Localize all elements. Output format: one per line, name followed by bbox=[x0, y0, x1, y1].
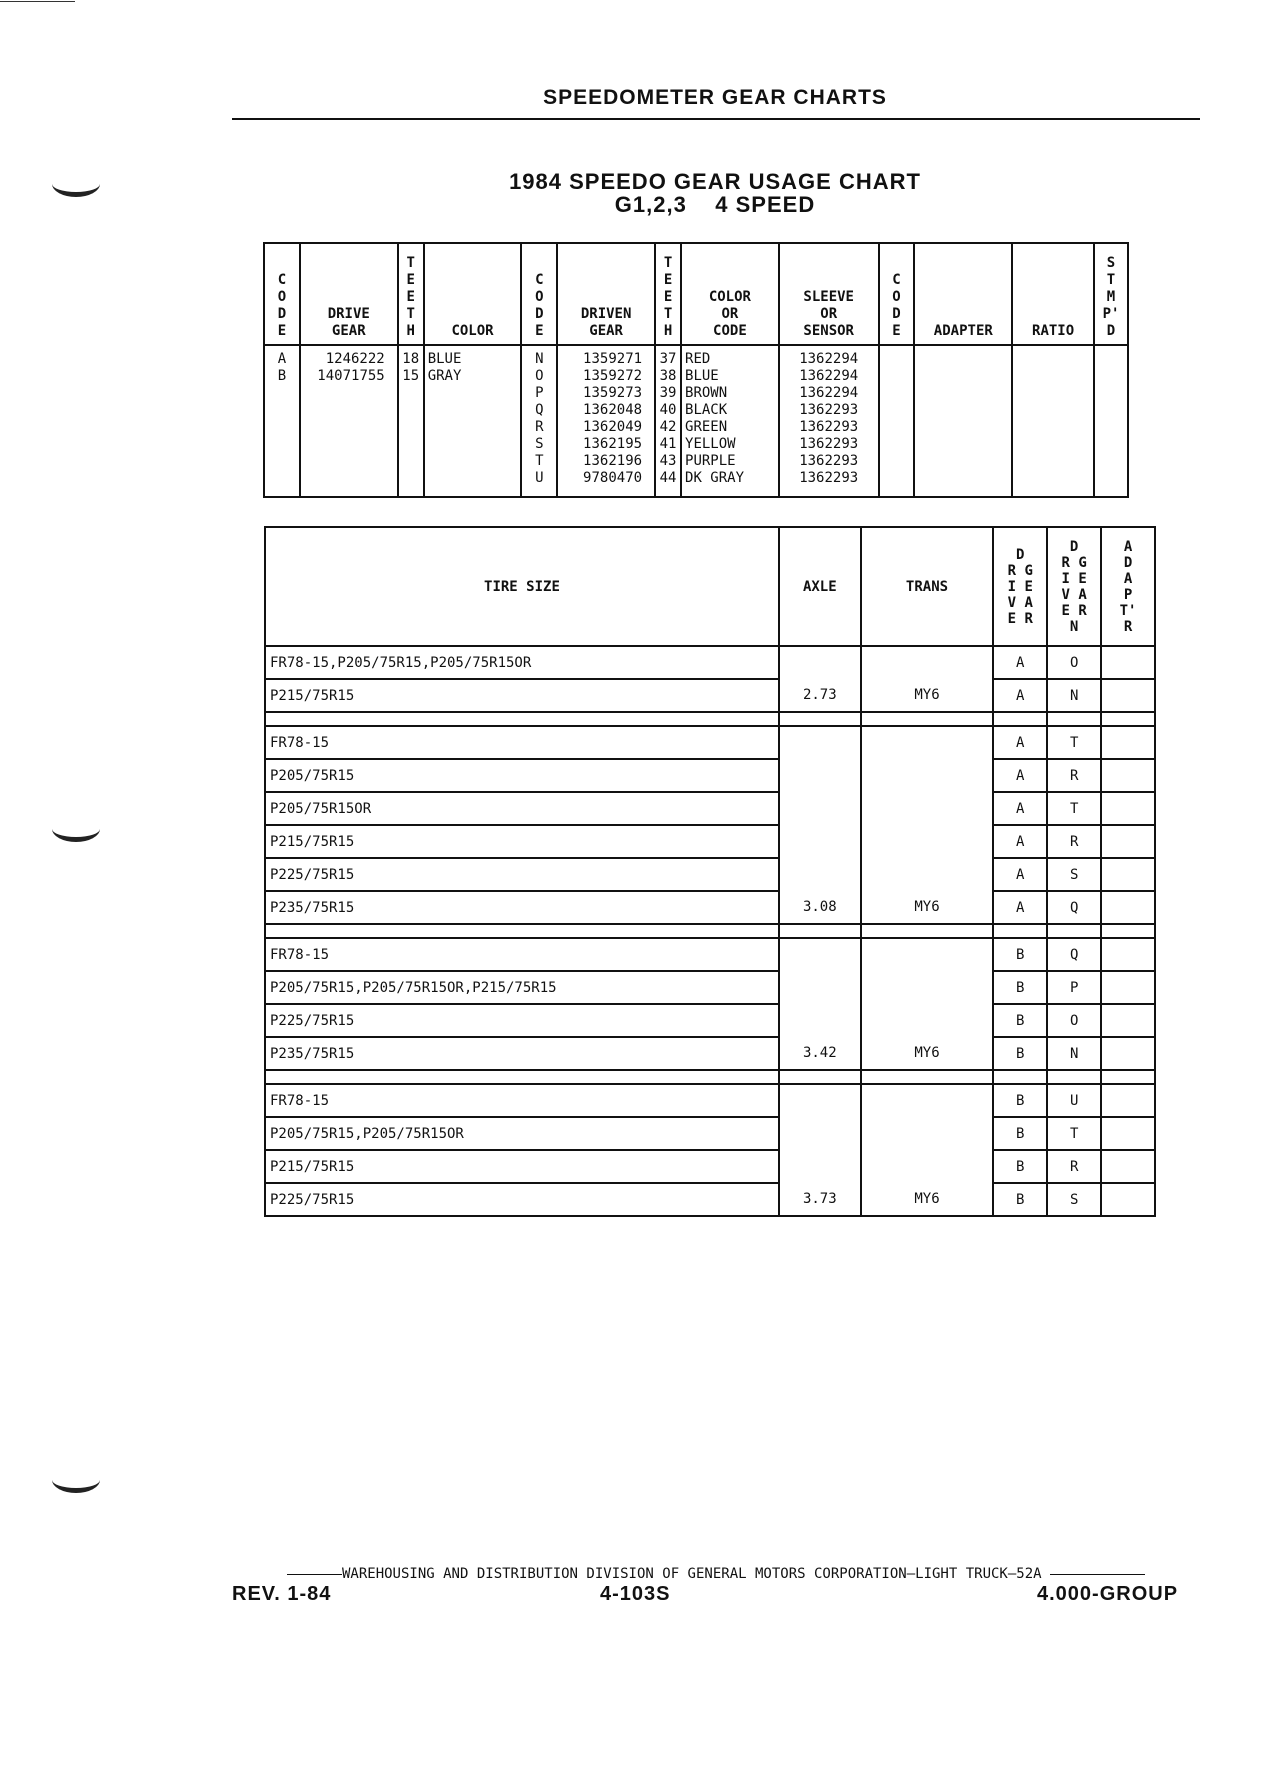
trans-cell bbox=[861, 1084, 994, 1117]
header-tire-size: TIRE SIZE bbox=[265, 527, 779, 646]
tire-size-cell: P215/75R15 bbox=[265, 825, 779, 858]
trans-cell bbox=[861, 1117, 994, 1150]
gear-value: 1362049 bbox=[583, 419, 643, 435]
drive-gear-cell: A bbox=[993, 825, 1047, 858]
gear-value: 9780470 bbox=[583, 470, 643, 486]
header-code-2 bbox=[521, 243, 557, 345]
adapter-cell bbox=[1101, 792, 1155, 825]
gear-value: 1362293 bbox=[799, 470, 859, 486]
footer-division: WAREHOUSING AND DISTRIBUTION DIVISION OF GENERAL MOTORS CORPORATION—LIGHT TRUCK—52A bbox=[341, 1566, 1042, 1582]
driven-gear-cell: N bbox=[1047, 1037, 1101, 1070]
separator-cell bbox=[861, 712, 994, 726]
footer-division-line bbox=[232, 1566, 1200, 1582]
adapter-cell bbox=[1101, 825, 1155, 858]
header-rule bbox=[232, 118, 1200, 120]
gear-value: A bbox=[277, 351, 287, 367]
tire-size-cell: P225/75R15 bbox=[265, 858, 779, 891]
gear-value: PURPLE bbox=[685, 453, 736, 469]
header-axle: AXLE bbox=[779, 527, 861, 646]
separator-cell bbox=[1101, 924, 1155, 938]
header-char: I E bbox=[1061, 570, 1087, 587]
tire-size-cell: P205/75R15,P205/75R15OR bbox=[265, 1117, 779, 1150]
tire-size-cell: P225/75R15 bbox=[265, 1004, 779, 1037]
trans-cell bbox=[861, 1004, 994, 1037]
code-3-cell bbox=[879, 345, 915, 497]
drive-gear-cell: B bbox=[993, 1084, 1047, 1117]
axle-cell bbox=[779, 858, 861, 891]
axle-cell bbox=[779, 726, 861, 759]
drive-gear-cell: B bbox=[993, 1150, 1047, 1183]
header-char: E R bbox=[1007, 610, 1033, 627]
gear-value: 1359271 bbox=[583, 351, 643, 367]
header-char: E bbox=[277, 323, 287, 339]
gear-value: 1362293 bbox=[799, 402, 859, 418]
header-code-3 bbox=[879, 243, 915, 345]
adapter-cell bbox=[1101, 1183, 1155, 1216]
axle-cell: 2.73 bbox=[779, 679, 861, 712]
header-char: R bbox=[1123, 618, 1133, 635]
binder-hole bbox=[52, 1466, 100, 1493]
separator-cell bbox=[779, 712, 861, 726]
page-header-title: SPEEDOMETER GEAR CHARTS bbox=[543, 86, 887, 109]
header-char: I E bbox=[1007, 578, 1033, 595]
header-driven-gear bbox=[557, 243, 655, 345]
header-char: D bbox=[892, 306, 901, 322]
group-separator bbox=[265, 1070, 1155, 1084]
header-char: A bbox=[1123, 570, 1133, 587]
drive-gear-cell: B bbox=[993, 1117, 1047, 1150]
header-char: H bbox=[406, 323, 415, 339]
header-adapter bbox=[914, 243, 1012, 345]
table-row bbox=[265, 825, 1155, 858]
header-char: T bbox=[406, 255, 415, 271]
header-char: D bbox=[1106, 323, 1116, 339]
separator-cell bbox=[265, 1070, 779, 1084]
header-char: V A bbox=[1007, 594, 1033, 611]
gear-value: 38 bbox=[659, 368, 677, 384]
header-char: O bbox=[277, 289, 287, 305]
axle-cell bbox=[779, 792, 861, 825]
header-char: P bbox=[1123, 586, 1133, 603]
gear-value: R bbox=[535, 419, 544, 435]
gear-value: BLUE bbox=[685, 368, 719, 384]
header-drive-gear bbox=[300, 243, 398, 345]
footer-dash bbox=[1050, 1574, 1145, 1575]
trans-cell bbox=[861, 858, 994, 891]
driven-gear-cell: T bbox=[1047, 726, 1101, 759]
table-row bbox=[265, 759, 1155, 792]
separator-cell bbox=[1101, 1070, 1155, 1084]
axle-cell: 3.42 bbox=[779, 1037, 861, 1070]
adapter-cell bbox=[1101, 679, 1155, 712]
driven-gear-cell: Q bbox=[1047, 938, 1101, 971]
driven-gear-cell: T bbox=[1047, 792, 1101, 825]
tire-size-cell: FR78-15 bbox=[265, 726, 779, 759]
header-char: D bbox=[277, 306, 287, 322]
header-char: E bbox=[663, 289, 673, 305]
header-char: R G bbox=[1061, 554, 1087, 571]
gear-value: DK GRAY bbox=[685, 470, 745, 486]
driven-gear-cell: S bbox=[1047, 1183, 1101, 1216]
drive-gear-cell: A bbox=[993, 792, 1047, 825]
driven-color-cell bbox=[681, 345, 779, 497]
separator-cell bbox=[265, 712, 779, 726]
drive-gear-cell: B bbox=[993, 1004, 1047, 1037]
header-char: DRIVE bbox=[327, 306, 370, 322]
adapter-cell bbox=[1101, 971, 1155, 1004]
driven-gear-cell bbox=[557, 345, 655, 497]
separator-cell bbox=[1047, 924, 1101, 938]
header-char: H bbox=[663, 323, 673, 339]
header-char: SLEEVE bbox=[803, 289, 854, 305]
header-char: T bbox=[663, 306, 673, 322]
header-ratio bbox=[1012, 243, 1094, 345]
header-char: OR bbox=[721, 306, 739, 322]
driven-gear-cell: O bbox=[1047, 1004, 1101, 1037]
gear-value: O bbox=[535, 368, 544, 384]
header-code bbox=[264, 243, 300, 345]
drive-gear-cell: A bbox=[993, 726, 1047, 759]
gear-value: 1362048 bbox=[583, 402, 643, 418]
trans-cell: MY6 bbox=[861, 1037, 994, 1070]
trans-cell bbox=[861, 726, 994, 759]
header-char: D bbox=[535, 306, 544, 322]
trans-cell bbox=[861, 938, 994, 971]
adapter-cell bbox=[1101, 1117, 1155, 1150]
gear-value: 1359273 bbox=[583, 385, 643, 401]
header-char: T bbox=[406, 306, 415, 322]
gear-value: 40 bbox=[659, 402, 677, 418]
separator-cell bbox=[1047, 1070, 1101, 1084]
adapter-cell bbox=[1101, 1004, 1155, 1037]
adapter-cell bbox=[1101, 1150, 1155, 1183]
header-char: E R bbox=[1061, 602, 1087, 619]
table-row bbox=[265, 792, 1155, 825]
trans-cell: MY6 bbox=[861, 679, 994, 712]
table-row bbox=[265, 1004, 1155, 1037]
gear-value: 1362195 bbox=[583, 436, 643, 452]
driven-gear-cell: O bbox=[1047, 646, 1101, 679]
axle-cell bbox=[779, 1004, 861, 1037]
driven-gear-cell: N bbox=[1047, 679, 1101, 712]
gear-value: 1362293 bbox=[799, 419, 859, 435]
axle-cell bbox=[779, 1150, 861, 1183]
header-char: D bbox=[1123, 554, 1133, 571]
header-char: P' bbox=[1102, 306, 1120, 322]
adapter-cell bbox=[1101, 938, 1155, 971]
footer-page-number: 4-103S bbox=[600, 1583, 671, 1605]
table-row bbox=[265, 1117, 1155, 1150]
gear-value: P bbox=[535, 385, 544, 401]
header-teeth-2 bbox=[655, 243, 681, 345]
tire-size-cell: P225/75R15 bbox=[265, 1183, 779, 1216]
gear-value: BLACK bbox=[685, 402, 728, 418]
tire-size-cell: P205/75R15 bbox=[265, 759, 779, 792]
separator-cell bbox=[779, 1070, 861, 1084]
header-char: SENSOR bbox=[803, 323, 854, 339]
tire-size-cell: FR78-15,P205/75R15,P205/75R15OR bbox=[265, 646, 779, 679]
header-char: COLOR bbox=[708, 289, 751, 305]
header-char: E bbox=[892, 323, 901, 339]
gear-table bbox=[263, 242, 1129, 498]
axle-cell bbox=[779, 1084, 861, 1117]
header-char: D bbox=[1069, 538, 1079, 555]
header-sleeve-or-sensor bbox=[779, 243, 879, 345]
gear-value: 1362196 bbox=[583, 453, 643, 469]
drive-color-cell bbox=[424, 345, 522, 497]
drive-gear-cell: A bbox=[993, 858, 1047, 891]
gear-value: RED bbox=[685, 351, 711, 367]
header-char: E bbox=[535, 323, 544, 339]
gear-value: 15 bbox=[402, 368, 420, 384]
gear-value: YELLOW bbox=[685, 436, 736, 452]
drive-gear-cell: A bbox=[993, 646, 1047, 679]
driven-gear-cell: U bbox=[1047, 1084, 1101, 1117]
header-char: GEAR bbox=[589, 323, 623, 339]
adapter-cell bbox=[1101, 1084, 1155, 1117]
drive-gear-cell: A bbox=[993, 679, 1047, 712]
adapter-cell bbox=[1101, 726, 1155, 759]
tire-size-cell: P215/75R15 bbox=[265, 679, 779, 712]
table-row bbox=[265, 891, 1155, 924]
header-char: S bbox=[1106, 255, 1116, 271]
header-char: RATIO bbox=[1032, 323, 1075, 339]
axle-cell bbox=[779, 646, 861, 679]
header-char: A bbox=[1123, 538, 1133, 555]
trans-cell bbox=[861, 646, 994, 679]
axle-cell bbox=[779, 759, 861, 792]
trans-cell bbox=[861, 759, 994, 792]
scan-edge-line bbox=[0, 1, 75, 2]
gear-value: 1246222 bbox=[325, 351, 385, 367]
adapter-cell bbox=[1101, 891, 1155, 924]
binder-hole bbox=[52, 170, 100, 197]
driven-teeth-cell bbox=[655, 345, 681, 497]
trans-cell: MY6 bbox=[861, 1183, 994, 1216]
axle-cell bbox=[779, 938, 861, 971]
adapter-cell bbox=[1101, 858, 1155, 891]
group-separator bbox=[265, 924, 1155, 938]
trans-cell bbox=[861, 971, 994, 1004]
separator-cell bbox=[993, 712, 1047, 726]
separator-cell bbox=[993, 1070, 1047, 1084]
gear-value: BROWN bbox=[685, 385, 728, 401]
axle-cell: 3.73 bbox=[779, 1183, 861, 1216]
gear-value: U bbox=[535, 470, 544, 486]
separator-cell bbox=[993, 924, 1047, 938]
gear-value: 1359272 bbox=[583, 368, 643, 384]
header-char: E bbox=[406, 272, 415, 288]
header-color bbox=[424, 243, 522, 345]
driven-gear-cell: S bbox=[1047, 858, 1101, 891]
gear-value: B bbox=[277, 368, 287, 384]
trans-cell: MY6 bbox=[861, 891, 994, 924]
table-row bbox=[265, 971, 1155, 1004]
header-char: O bbox=[892, 289, 901, 305]
driven-gear-cell: P bbox=[1047, 971, 1101, 1004]
header-char: C bbox=[892, 272, 901, 288]
driven-gear-cell: R bbox=[1047, 1150, 1101, 1183]
tire-size-cell: FR78-15 bbox=[265, 938, 779, 971]
trans-cell bbox=[861, 825, 994, 858]
gear-value: 42 bbox=[659, 419, 677, 435]
driven-gear-cell: T bbox=[1047, 1117, 1101, 1150]
drive-gear-cell: B bbox=[993, 1183, 1047, 1216]
table-row bbox=[265, 679, 1155, 712]
header-char: V A bbox=[1061, 586, 1087, 603]
table-row bbox=[265, 1037, 1155, 1070]
gear-value: 1362294 bbox=[799, 385, 859, 401]
gear-value: 43 bbox=[659, 453, 677, 469]
usage-table bbox=[264, 526, 1156, 1217]
header-char: E bbox=[406, 289, 415, 305]
table-row bbox=[265, 646, 1155, 679]
axle-cell bbox=[779, 1117, 861, 1150]
header-stmpd bbox=[1094, 243, 1128, 345]
header-char: T bbox=[1106, 272, 1116, 288]
gear-value: 1362293 bbox=[799, 453, 859, 469]
header-char: E bbox=[663, 272, 673, 288]
gear-value: 37 bbox=[659, 351, 677, 367]
driven-code-cell bbox=[521, 345, 557, 497]
footer-dash bbox=[287, 1574, 342, 1575]
header-char: M bbox=[1106, 289, 1116, 305]
table-row bbox=[265, 1183, 1155, 1216]
drive-gear-cell: B bbox=[993, 938, 1047, 971]
drive-gear-cell: B bbox=[993, 1037, 1047, 1070]
axle-cell: 3.08 bbox=[779, 891, 861, 924]
gear-value: GREEN bbox=[685, 419, 728, 435]
header-char: CODE bbox=[713, 323, 747, 339]
gear-value: GRAY bbox=[427, 368, 462, 384]
adapter-cell bbox=[1101, 759, 1155, 792]
table-row bbox=[265, 1084, 1155, 1117]
gear-value: 1362294 bbox=[799, 351, 859, 367]
drive-gear-cell: A bbox=[993, 759, 1047, 792]
driven-gear-cell: Q bbox=[1047, 891, 1101, 924]
header-char: GEAR bbox=[331, 323, 366, 339]
table-row bbox=[265, 938, 1155, 971]
group-separator bbox=[265, 712, 1155, 726]
header-char: C bbox=[277, 272, 287, 288]
header-char: COLOR bbox=[451, 323, 494, 339]
separator-cell bbox=[1101, 712, 1155, 726]
separator-cell bbox=[1047, 712, 1101, 726]
sleeve-cell bbox=[779, 345, 879, 497]
gear-table-header bbox=[264, 243, 1128, 345]
header-adapter bbox=[1101, 527, 1155, 646]
chart-title-line1: 1984 SPEEDO GEAR USAGE CHART bbox=[509, 169, 921, 194]
gear-value: T bbox=[535, 453, 544, 469]
drive-code-cell bbox=[264, 345, 300, 497]
gear-value: 41 bbox=[659, 436, 677, 452]
table-row bbox=[265, 858, 1155, 891]
gear-value: 1362293 bbox=[799, 436, 859, 452]
gear-value: 44 bbox=[659, 470, 677, 486]
separator-cell bbox=[265, 924, 779, 938]
header-char: R G bbox=[1007, 562, 1033, 579]
chart-title bbox=[400, 170, 1030, 216]
table-row bbox=[265, 1150, 1155, 1183]
axle-cell bbox=[779, 825, 861, 858]
header-trans: TRANS bbox=[861, 527, 994, 646]
header-teeth bbox=[398, 243, 424, 345]
header-driven-gear bbox=[1047, 527, 1101, 646]
header-drive-gear bbox=[993, 527, 1047, 646]
gear-table-body bbox=[264, 345, 1128, 497]
usage-table-header bbox=[265, 527, 1155, 646]
separator-cell bbox=[861, 1070, 994, 1084]
drive-teeth-cell bbox=[398, 345, 424, 497]
adapter-cell bbox=[1101, 1037, 1155, 1070]
tire-size-cell: P235/75R15 bbox=[265, 1037, 779, 1070]
header-char: OR bbox=[820, 306, 838, 322]
adapter-cell bbox=[1101, 646, 1155, 679]
gear-value: 18 bbox=[402, 351, 420, 367]
drive-gear-cell: A bbox=[993, 891, 1047, 924]
table-row bbox=[265, 726, 1155, 759]
drive-gear-cell bbox=[300, 345, 398, 497]
header-char: D bbox=[1016, 546, 1025, 563]
axle-cell bbox=[779, 971, 861, 1004]
separator-cell bbox=[779, 924, 861, 938]
tire-size-cell: FR78-15 bbox=[265, 1084, 779, 1117]
gear-value: 39 bbox=[659, 385, 677, 401]
separator-cell bbox=[861, 924, 994, 938]
tire-size-cell: P205/75R15OR bbox=[265, 792, 779, 825]
stmpd-cell bbox=[1094, 345, 1128, 497]
gear-value: BLUE bbox=[427, 351, 462, 367]
drive-gear-cell: B bbox=[993, 971, 1047, 1004]
trans-cell bbox=[861, 1150, 994, 1183]
header-char: T' bbox=[1119, 602, 1137, 619]
header-char: DRIVEN bbox=[580, 306, 632, 322]
gear-value: N bbox=[535, 351, 544, 367]
gear-value: 14071755 bbox=[317, 368, 385, 384]
binder-hole bbox=[52, 815, 100, 842]
header-color-or-code bbox=[681, 243, 779, 345]
usage-table-body bbox=[265, 646, 1155, 1216]
header-char: O bbox=[535, 289, 544, 305]
trans-cell bbox=[861, 792, 994, 825]
tire-size-cell: P235/75R15 bbox=[265, 891, 779, 924]
ratio-cell bbox=[1012, 345, 1094, 497]
tire-size-cell: P215/75R15 bbox=[265, 1150, 779, 1183]
gear-value: 1362294 bbox=[799, 368, 859, 384]
header-char: T bbox=[663, 255, 673, 271]
adapter-cell bbox=[914, 345, 1012, 497]
footer-group: 4.000-GROUP bbox=[1037, 1583, 1179, 1605]
tire-size-cell: P205/75R15,P205/75R15OR,P215/75R15 bbox=[265, 971, 779, 1004]
driven-gear-cell: R bbox=[1047, 825, 1101, 858]
driven-gear-cell: R bbox=[1047, 759, 1101, 792]
chart-title-line2: G1,2,3 4 SPEED bbox=[614, 192, 816, 217]
header-char: C bbox=[535, 272, 544, 288]
gear-value: Q bbox=[535, 402, 544, 418]
header-char: ADAPTER bbox=[933, 323, 993, 339]
header-char: N bbox=[1069, 618, 1079, 635]
gear-value: S bbox=[535, 436, 544, 452]
footer-rev: REV. 1-84 bbox=[232, 1583, 332, 1605]
